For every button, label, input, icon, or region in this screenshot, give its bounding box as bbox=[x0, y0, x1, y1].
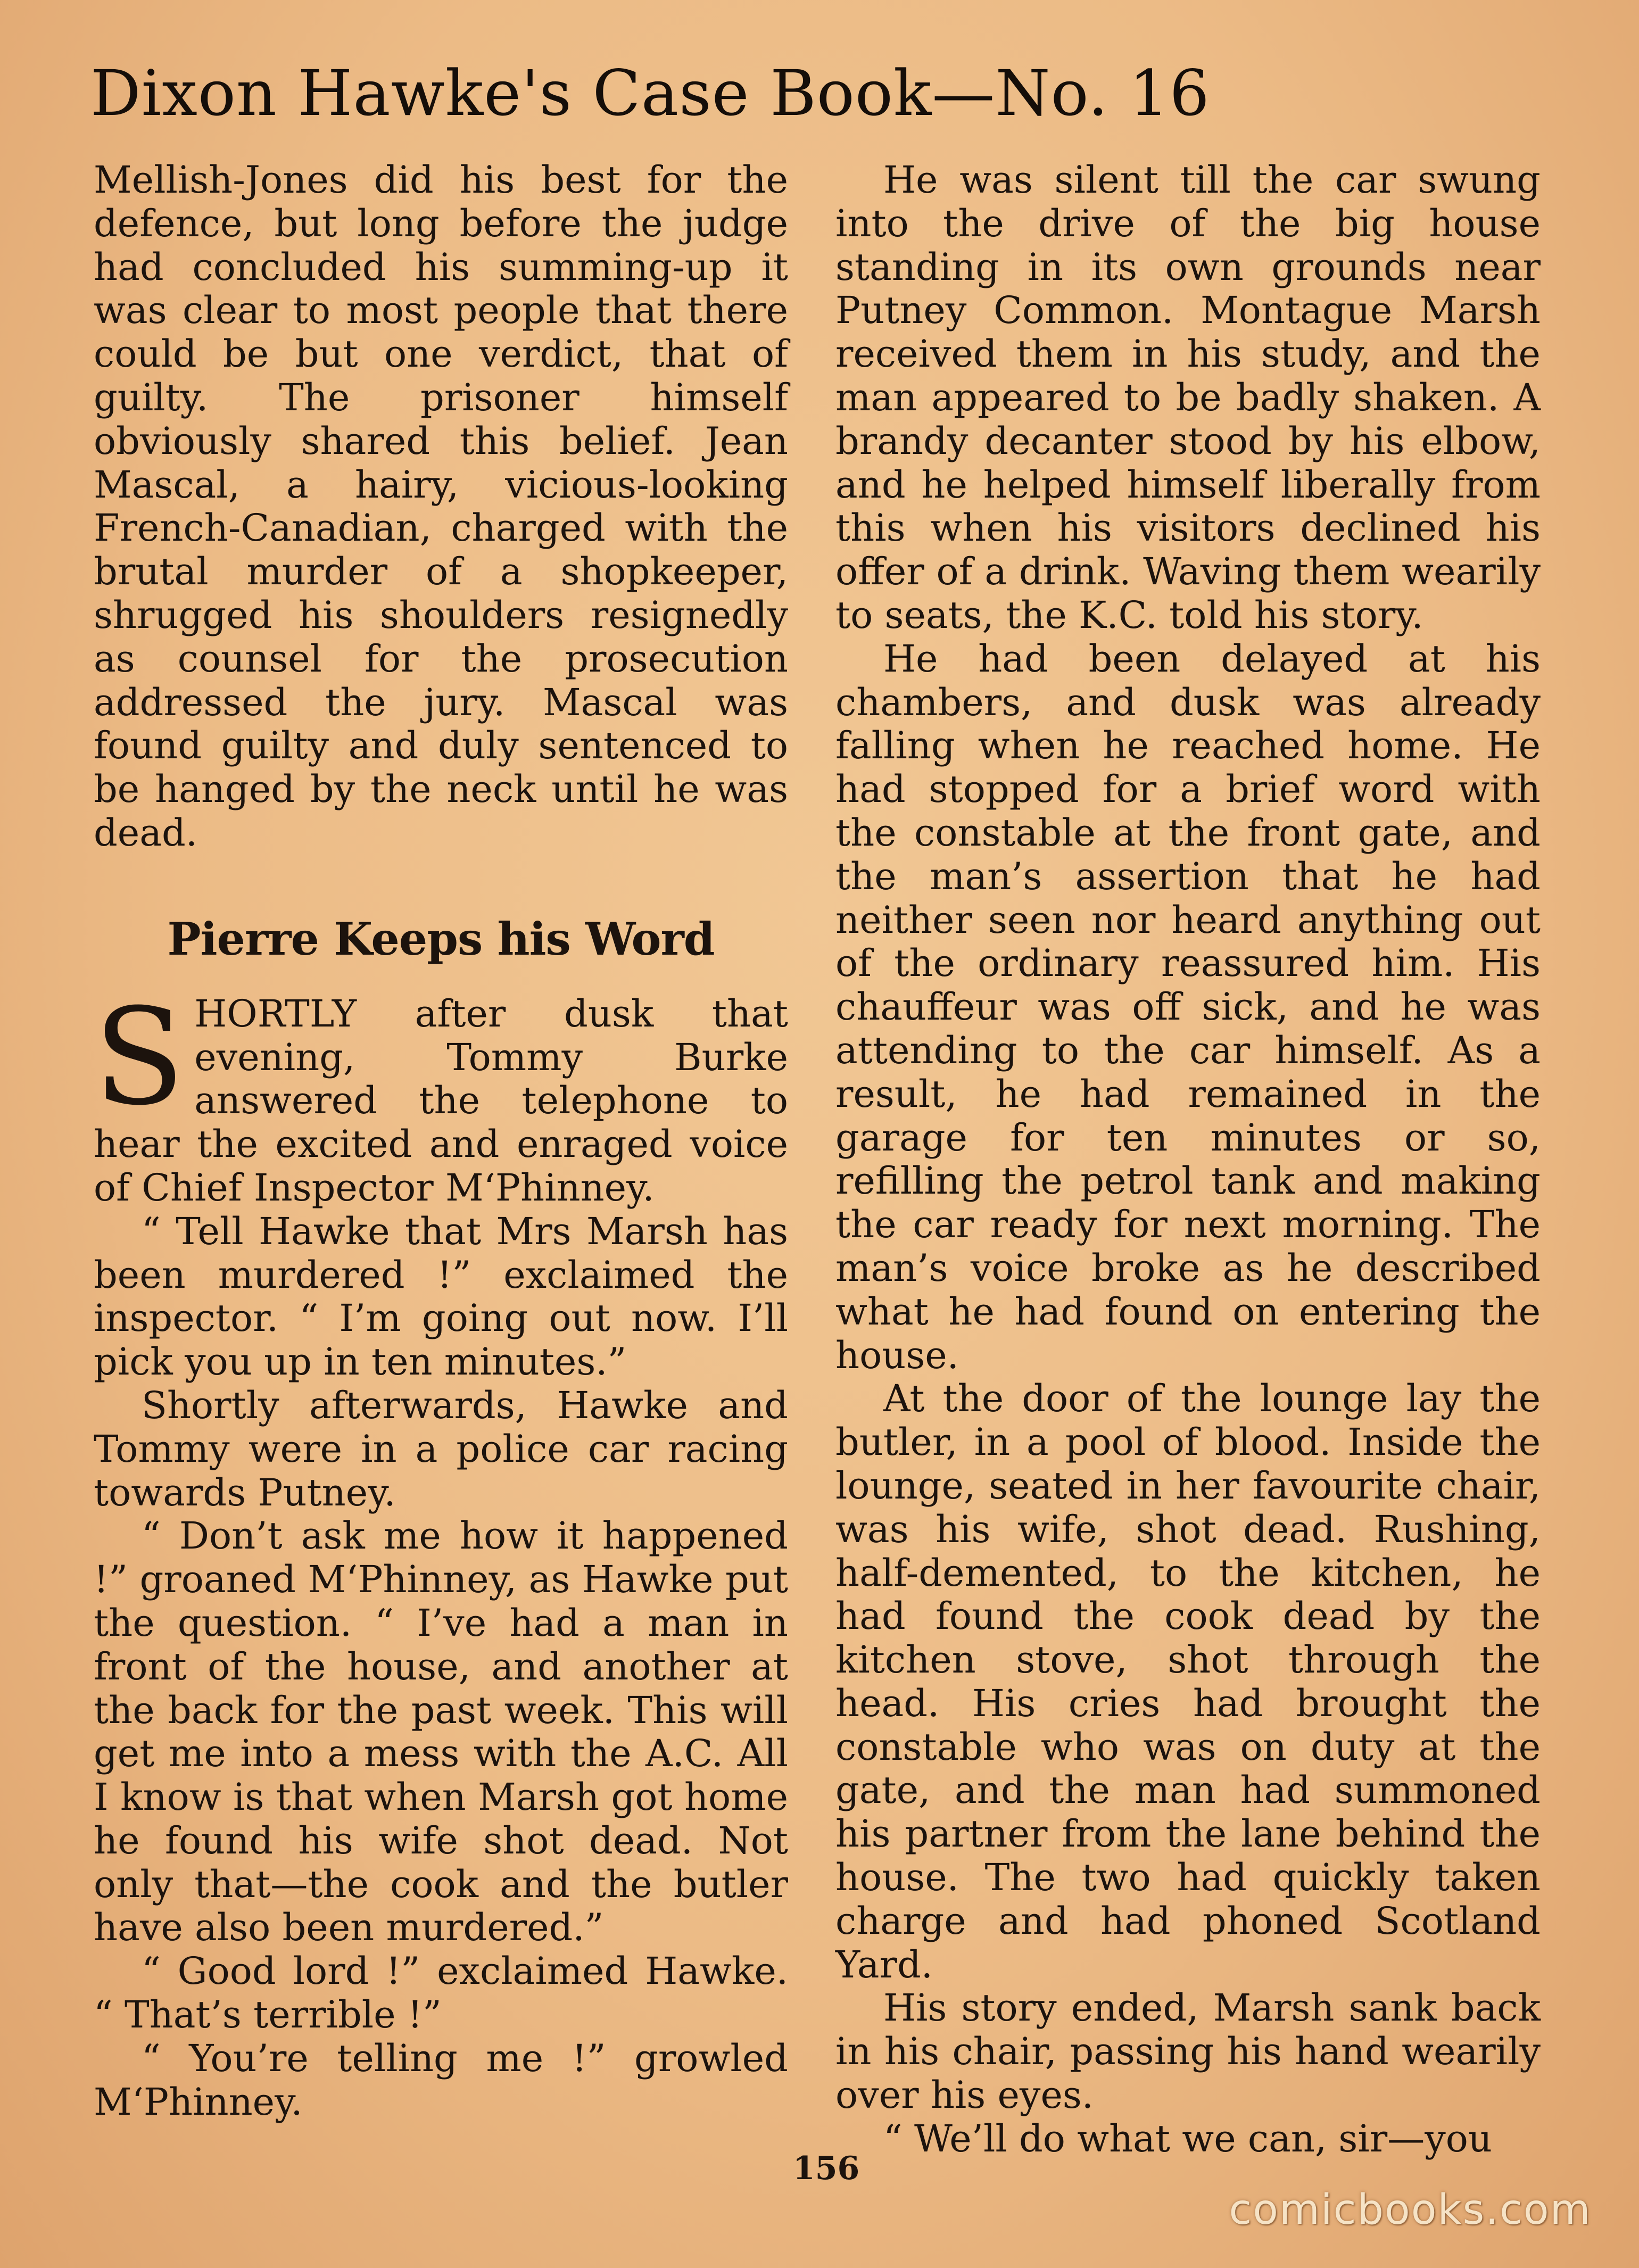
paragraph: “ We’ll do what we can, sir—you bbox=[883, 2116, 1492, 2161]
paragraph: “ Good lord !” exclaimed Hawke. “ That’s terrible !” bbox=[94, 1949, 788, 2037]
paragraph: “ Don’t ask me how it happened !” groaned M‘Phinney, as Hawke put the question. “ I’ve had a man in front of the house, and another at the back for the past week. This will get me into a mess with the A.C. All I know is that when Marsh got home he found his wife shot dead. Not only that—the cook and the butler have also been murdered.” bbox=[94, 1514, 788, 1950]
paragraph: “ Tell Hawke that Mrs Marsh has been murdered !” exclaimed the inspector. “ I’m going out now. I’ll pick you up in ten minutes.” bbox=[94, 1209, 788, 1384]
paragraph-text: HORTLY after dusk that evening, Tommy Burke answered the telephone to hear the excited and enraged voice of Chief Inspector M‘Phinney. bbox=[94, 991, 788, 1210]
drop-cap: S bbox=[94, 979, 185, 1135]
paragraph: He had been delayed at his chambers, and dusk was already falling when he reached home. He had stopped for a brief word with the constable at the front gate, and the man’s assertion that he had neither seen nor heard anything out of the ordinary reassured him. His chauffeur was off sick, and he was attending to the car himself. As a result, he had remained in the garage for ten minutes or so, refilling the petrol tank and making the car ready for next morning. The man’s voice broke as he described what he had found on entering the house. bbox=[835, 636, 1541, 1377]
paragraph: His story ended, Marsh sank back in his chair, passing his hand wearily over his eyes. bbox=[835, 1986, 1541, 2117]
left-column bbox=[94, 159, 788, 2124]
page-title: Dixon Hawke's Case Book—No. 16 bbox=[90, 56, 1210, 130]
right-column bbox=[835, 159, 1541, 2161]
paragraph: “ You’re telling me !” growled M‘Phinney. bbox=[94, 2036, 788, 2124]
watermark: comicbooks.com bbox=[1229, 2186, 1592, 2234]
paragraph: Shortly afterwards, Hawke and Tommy were in a police car racing towards Putney. bbox=[94, 1383, 788, 1514]
section-heading: Pierre Keeps his Word bbox=[167, 912, 715, 965]
paragraph: Mellish-Jones did his best for the defence, but long before the judge had concluded his summing-up it was clear to most people that there could be but one verdict, that of guilty. The prisoner himself obviously shared this belief. Jean Mascal, a hairy, vicious-looking French-Canadian, charged with the brutal murder of a shopkeeper, shrugged his shoulders resignedly as counsel for the prosecution addressed the jury. Mascal was found guilty and duly sentenced to be hanged by the neck until he was dead. bbox=[94, 158, 788, 855]
paragraph: At the door of the lounge lay the butler, in a pool of blood. Inside the lounge, seated in her favourite chair, was his wife, shot dead. Rushing, half-demented, to the kitchen, he had found the cook dead by the kitchen stove, shot through the head. His cries had brought the constable who was on duty at the gate, and the man had summoned his partner from the lane behind the house. The two had quickly taken charge and had phoned Scotland Yard. bbox=[835, 1377, 1541, 1986]
page-number: 156 bbox=[793, 2150, 860, 2187]
paragraph-with-dropcap bbox=[94, 979, 788, 1210]
paragraph: He was silent till the car swung into the drive of the big house standing in its own grounds near Putney Common. Montague Marsh received them in his study, and the man appeared to be badly shaken. A brandy decanter stood by his elbow, and he helped himself liberally from this when his visitors declined his offer of a drink. Waving them wearily to seats, the K.C. told his story. bbox=[835, 158, 1541, 637]
